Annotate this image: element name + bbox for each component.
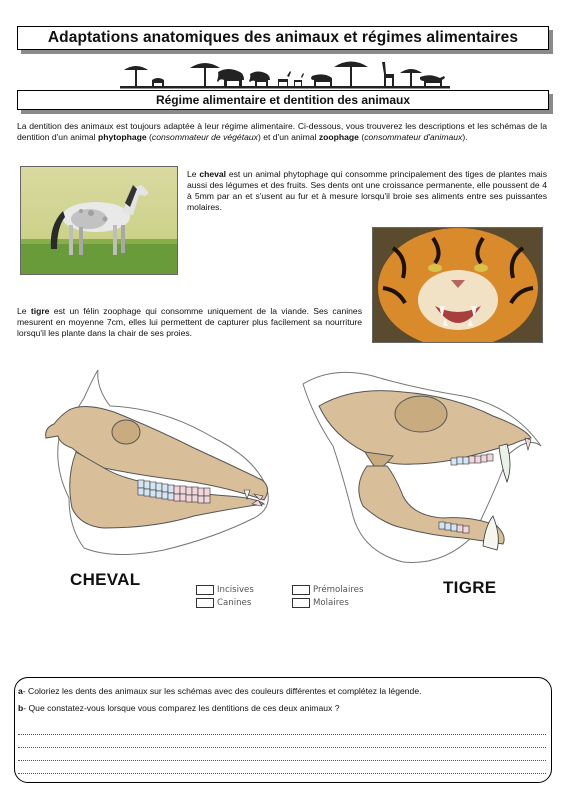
legend-molaires-label: Molaires (313, 598, 349, 608)
legend-incisives-label: Incisives (217, 585, 254, 595)
intro-text-1: La dentition des animaux est toujours adaptée à leur régime alimentaire. Ci-dessous, vous trouverez les descriptions et les schémas de la dentition d'un animal (17, 121, 547, 142)
cheval-text-body: est un animal phytophage qui consomme principalement des tiges de plantes mais aussi des légumes et des fruits. Ses dents ont une croissance permanente, elle poussent de 4 à 5mm par an et s'usent au fur et à mesure lorsqu'il broie ses aliments entre ses puissantes molaires. (187, 169, 548, 212)
question-b-text: - Que constatez-vous lorsque vous comparez les dentitions de ces deux animaux ? (23, 703, 340, 713)
intro-phytophage: phytophage (97, 132, 147, 142)
horse-image (21, 167, 177, 274)
tigre-description (17, 306, 362, 339)
intro-zoophage-definition: consommateur d'animaux (364, 132, 463, 142)
answer-line-1[interactable] (18, 734, 546, 735)
question-a-text: - Coloriez les dents des animaux sur les schémas avec des couleurs différentes et complétez la légende. (22, 686, 422, 696)
question-a (18, 686, 421, 696)
cheval-name: cheval (199, 169, 227, 179)
intro-paragraph: La dentition des animaux est toujours adaptée à leur régime alimentaire. Ci-dessous, vous trouverez les descriptions et les schémas de la dentition d'un animal phytophage (consommateur de végétaux) et d'un animal zoophage (consommateur d'animaux). (17, 121, 547, 142)
legend-incisives-swatch[interactable] (196, 585, 214, 595)
legend-molaires (292, 598, 363, 608)
legend-canines (196, 598, 254, 608)
legend (196, 585, 254, 608)
cheval-label: CHEVAL (70, 570, 141, 589)
tigre-text-pre: Le (17, 306, 31, 316)
legend-premolaires (292, 585, 363, 595)
legend-molaires-swatch[interactable] (292, 598, 310, 608)
savanna-silhouette-banner (120, 58, 450, 92)
tigre-text-body: est un félin zoophage qui consomme uniquement de la viande. Ses canines mesurent en moyenne 7cm, elles lui permettent de capturer plus facilement sa nourriture lorsqu'il les plante dans la chair de ses proies. (17, 306, 362, 338)
cheval-text-pre: Le (187, 169, 200, 179)
legend-premolaires-swatch[interactable] (292, 585, 310, 595)
tiger-photo (372, 227, 543, 343)
questions-box (14, 677, 552, 783)
tigre-label: TIGRE (443, 578, 497, 597)
answer-line-3[interactable] (18, 760, 546, 761)
horse-photo (20, 166, 178, 275)
intro-phytophage-definition: consommateur de végétaux (151, 132, 258, 142)
section-title: Régime alimentaire et dentition des animaux (155, 93, 411, 107)
cheval-description (187, 169, 547, 213)
legend-incisives (196, 585, 254, 595)
intro-zoophage: zoophage (318, 132, 359, 142)
section-title-box (17, 90, 549, 110)
legend-canines-label: Canines (217, 598, 252, 608)
question-a-letter: a (18, 686, 23, 696)
horse-skull-diagram (14, 368, 279, 568)
tiger-image (373, 228, 542, 342)
tiger-skull-diagram (293, 366, 553, 571)
legend-right (292, 585, 363, 608)
question-b (18, 703, 339, 713)
intro-text-end: . (465, 132, 468, 142)
tigre-name: tigre (30, 306, 50, 316)
intro-text-2: et d'un animal (260, 132, 319, 142)
legend-premolaires-label: Prémolaires (313, 585, 364, 595)
answer-line-2[interactable] (18, 747, 546, 748)
page-title: Adaptations anatomiques des animaux et régimes alimentaires (47, 29, 519, 46)
legend-canines-swatch[interactable] (196, 598, 214, 608)
question-b-letter: b (18, 703, 24, 713)
answer-line-4[interactable] (18, 773, 546, 774)
page-title-box (17, 26, 549, 50)
